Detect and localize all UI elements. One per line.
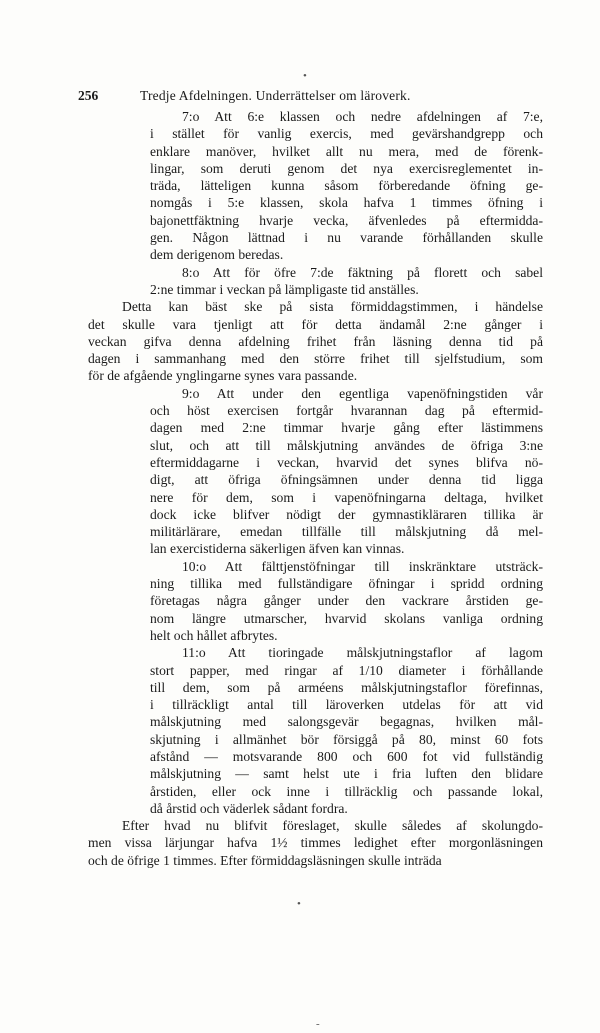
text-line: stort papper, med ringar af 1/10 diameter i förhållande [150, 662, 543, 678]
text-line: Efter hvad nu blifvit föreslaget, skulle således af skolungdo- [122, 818, 543, 834]
text-line: 7:o Att 6:e klassen och nedre afdelningen af 7:e, [182, 109, 543, 124]
text-line: lan exercistiderna säkerligen äfven kan vinnas. [150, 541, 405, 557]
paragraph-p11 [88, 644, 543, 817]
text-line: årstiden, eller ock inne i tillräcklig och passande lokal, [150, 783, 543, 799]
text-line: i stället för vanlig exercis, med gevärshandgrepp och [150, 126, 543, 142]
paragraph-pefter [88, 817, 543, 869]
text-line: skjutning i allmänhet bör försiggå på 80, minst 60 fots [150, 731, 543, 747]
paragraph-p10 [88, 558, 543, 644]
page-number: 256 [78, 88, 99, 103]
paragraph-p9 [88, 385, 543, 558]
print-speck: • [297, 898, 301, 910]
text-line: afstånd — motsvarande 800 och 600 fot vid fullständig [150, 748, 543, 764]
text-line: 11:o Att tioringade målskjutningstaflor af lagom [182, 645, 543, 661]
text-line: militärlärare, emedan tillfälle till målskjutning då mel- [150, 524, 543, 540]
text-line: till dem, som på arméens målskjutningstaflor förefinnas, [150, 679, 543, 695]
text-line: dock icke blifver nödigt der gymnastikläraren tillika är [150, 506, 543, 522]
text-line: digt, att öfriga öfningsämnen under denna tid ligga [150, 472, 543, 488]
text-line: men vissa lärjungar hafva 1½ timmes ledighet efter morgonläsningen [88, 835, 543, 851]
text-line: 10:o Att fälttjenstöfningar till inskränktare utsträck- [182, 558, 543, 574]
text-line: och de öfrige 1 timmes. Efter förmiddagsläsningen skulle inträda [88, 852, 442, 868]
body-text [88, 108, 543, 869]
text-line: målskjutning med salongsgevär begagnas, hvilken mål- [150, 714, 543, 730]
text-line: företagas några gånger under den vackrare årstiden ge- [150, 593, 543, 609]
text-line: det skulle vara tjenligt att för detta ändamål 2:ne gånger i [88, 316, 543, 332]
text-line: då årstid och väderlek sådant fordra. [150, 800, 348, 816]
text-line: eftermiddagarne i veckan, hvarvid det synes blifva nö- [150, 454, 543, 470]
text-line: och höst exercisen fortgår hvarannan dag på eftermid- [150, 403, 543, 419]
running-header [78, 88, 538, 104]
text-line: 9:o Att under den egentliga vapenöfningstiden vår [182, 385, 543, 401]
paragraph-p8 [88, 264, 543, 299]
text-line: gen. Någon lättnad i nu varande förhållanden skulle [150, 230, 543, 246]
text-line: slut, och att till målskjutning användes de öfriga 3:ne [150, 437, 543, 453]
text-line: dagen med 2:ne timmar hvarje gång efter lästimmens [150, 420, 543, 436]
text-line: dem derigenom beredas. [150, 247, 284, 263]
text-line: träda, lätteligen kunna såsom förberedande öfning ge- [150, 178, 543, 194]
text-line: för de afgående ynglingarne synes vara passande. [88, 368, 358, 384]
text-line: Detta kan bäst ske på sista förmiddagstimmen, i händelse [122, 299, 543, 315]
paragraph-p7 [88, 108, 543, 264]
text-line: dagen i sammanhang med den större frihet till sjelfstudium, som [88, 351, 543, 367]
text-line: bajonettfäktning hvarje vecka, äfvenledes på eftermidda- [150, 212, 543, 228]
paragraph-pdetta [88, 298, 543, 384]
text-line: nom längre utmarscher, hvarvid skolans vanliga ordning [150, 610, 543, 626]
text-line: ning tillika med fullständigare öfningar i spridd ordning [150, 576, 543, 592]
text-line: enklare manöver, hvilket allt nu mera, med de förenk- [150, 143, 543, 159]
text-line: helt och hållet afbrytes. [150, 627, 278, 643]
print-speck: - [316, 1018, 320, 1030]
text-line: 2:ne timmar i veckan på lämpligaste tid anställes. [150, 281, 419, 297]
header-title: Tredje Afdelningen. Underrättelser om läroverk. [140, 88, 411, 103]
text-line: i tillräckligt antal till läroverken utdelas för att vid [150, 697, 543, 713]
text-line: lingar, som deruti genom det nya exercisreglementet in- [150, 160, 543, 176]
text-line: 8:o Att för öfre 7:de fäktning på florett och sabel [182, 264, 543, 280]
text-line: veckan gifva denna afdelning frihet från läsning denna tid på [88, 333, 543, 349]
text-line: nere för dem, som i vapenöfningarna deltaga, hvilket [150, 489, 543, 505]
print-speck: • [303, 70, 307, 82]
text-line: nomgås i 5:e klassen, skola hafva 1 timmes öfning i [150, 195, 543, 211]
text-line: målskjutning — samt helst ute i fria luften den blidare [150, 766, 543, 782]
